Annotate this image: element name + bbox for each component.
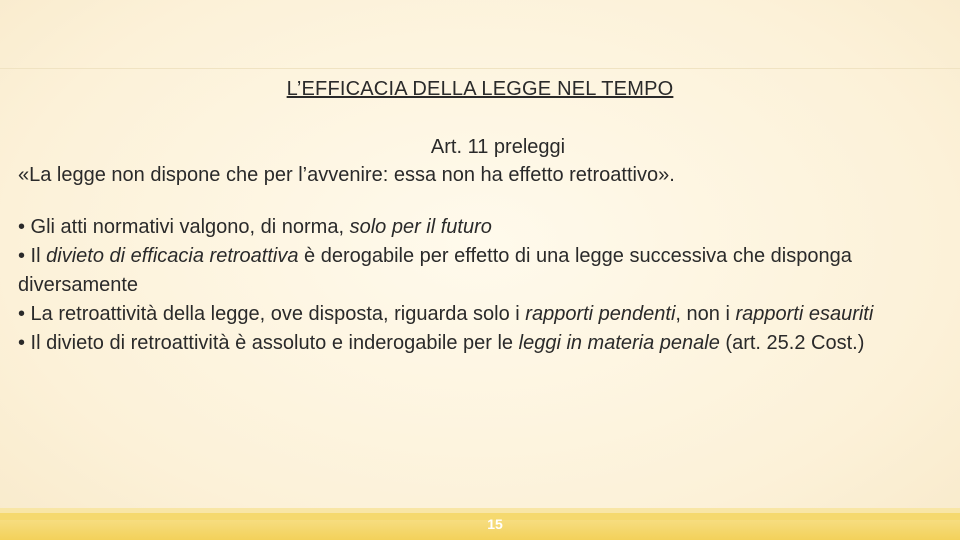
- top-divider: [0, 68, 960, 69]
- article-quote: «La legge non dispone che per l’avvenire: essa non ha effetto retroattivo».: [18, 164, 675, 186]
- bullet-item-1: [18, 213, 938, 242]
- page-number: 15: [487, 516, 503, 532]
- bullet-text: (art. 25.2 Cost.): [719, 332, 865, 354]
- bullet-emphasis: solo per il futuro: [349, 216, 492, 238]
- bullet-item-2: [18, 242, 938, 300]
- bullet-text: • Il divieto di retroattività è assoluto e inderogabile per le: [18, 332, 519, 354]
- bullet-text: , non i: [675, 303, 736, 325]
- bullet-emphasis: leggi in materia penale: [518, 332, 720, 354]
- bullet-emphasis: divieto di efficacia retroattiva: [46, 245, 299, 267]
- bullet-text: • Il: [18, 245, 47, 267]
- bullet-text: • Gli atti normativi valgono, di norma,: [18, 216, 350, 238]
- bullet-text: è derogabile per effetto di una legge successiva che disponga diversamente: [18, 245, 852, 296]
- article-reference: Art. 11 preleggi: [430, 136, 566, 158]
- bullet-item-4: [18, 329, 938, 358]
- bullet-emphasis: rapporti esauriti: [735, 303, 874, 325]
- bullet-item-3: [18, 300, 938, 329]
- bullet-emphasis: rapporti pendenti: [525, 303, 676, 325]
- slide-title: L’EFFICACIA DELLA LEGGE NEL TEMPO: [286, 78, 674, 100]
- bullet-text: • La retroattività della legge, ove disposta, riguarda solo i: [18, 303, 526, 325]
- bullet-list: [18, 213, 938, 358]
